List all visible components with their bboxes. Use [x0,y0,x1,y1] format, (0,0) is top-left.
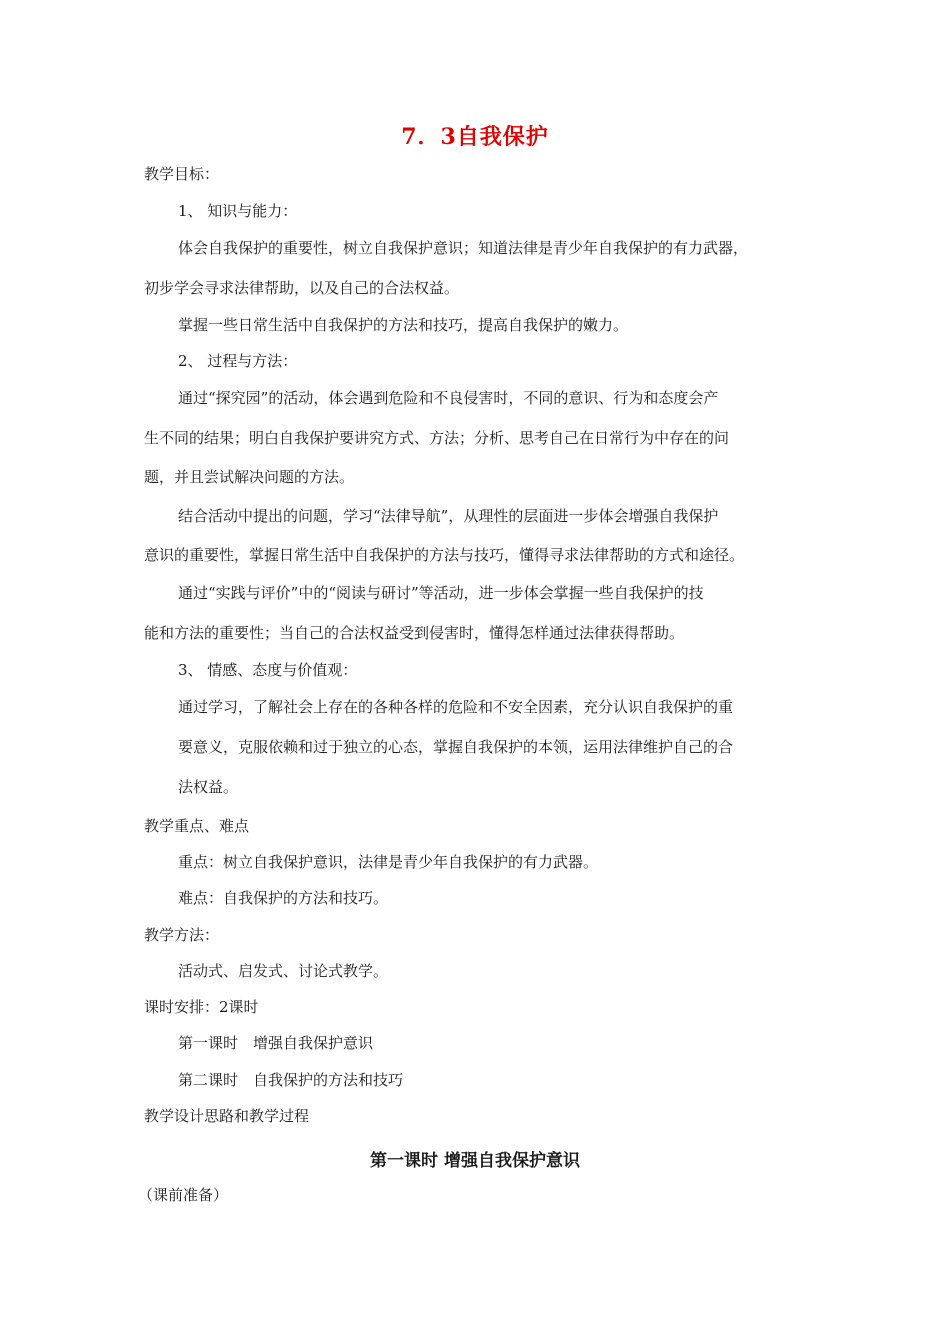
document-title: 7．3自我保护 [401,124,549,150]
paragraph-line: 通过“探究园”的活动，体会遇到危险和不良侵害时，不同的意识、行为和态度会产 [178,389,719,407]
paragraph-line: 结合活动中提出的问题，学习“法律导航”，从理性的层面进一步体会增强自我保护 [178,507,719,525]
goal-1-heading: 1、 知识与能力： [178,202,298,220]
schedule-item: 第一课时 增强自我保护意识 [178,1034,374,1052]
goal-2-heading: 2、 过程与方法： [178,352,298,370]
paragraph-line: 通过“实践与评价”中的“阅读与研讨”等活动，进一步体会掌握一些自我保护的技 [178,584,704,602]
heading-key-points: 教学重点、难点 [144,817,250,835]
heading-design-process: 教学设计思路和教学过程 [144,1107,310,1125]
heading-schedule: 课时安排：2课时 [144,998,259,1016]
paragraph-line: 题，并且尝试解决问题的方法。 [144,468,355,486]
schedule-item: 第二课时 自我保护的方法和技巧 [178,1071,404,1089]
prep-note: （课前准备） [138,1186,229,1204]
paragraph-line: 体会自我保护的重要性，树立自我保护意识；知道法律是青少年自我保护的有力武器， [178,239,749,257]
paragraph-line: 通过学习，了解社会上存在的各种各样的危险和不安全因素，充分认识自我保护的重 [178,698,734,716]
paragraph-line: 生不同的结果；明白自我保护要讲究方式、方法；分析、思考自己在日常行为中存在的问 [144,429,730,447]
section-title: 第一课时 增强自我保护意识 [370,1151,580,1171]
paragraph-line: 初步学会寻求法律帮助，以及自己的合法权益。 [144,279,460,297]
paragraph-line: 活动式、启发式、讨论式教学。 [178,962,389,980]
paragraph-line: 意识的重要性，掌握日常生活中自我保护的方法与技巧，懂得寻求法律帮助的方式和途径。 [144,546,745,564]
paragraph-line: 法权益。 [178,778,239,796]
paragraph-line: 要意义，克服依赖和过于独立的心态，掌握自我保护的本领，运用法律维护自己的合 [178,738,734,756]
heading-teaching-goals: 教学目标： [144,165,220,183]
paragraph-line: 重点：树立自我保护意识，法律是青少年自我保护的有力武器。 [178,853,599,871]
paragraph-line: 难点：自我保护的方法和技巧。 [178,889,389,907]
goal-3-heading: 3、 情感、态度与价值观： [178,661,358,679]
heading-teaching-methods: 教学方法： [144,926,220,944]
paragraph-line: 能和方法的重要性；当自己的合法权益受到侵害时，懂得怎样通过法律获得帮助。 [144,624,685,642]
paragraph-line: 掌握一些日常生活中自我保护的方法和技巧，提高自我保护的嫩力。 [178,316,629,334]
